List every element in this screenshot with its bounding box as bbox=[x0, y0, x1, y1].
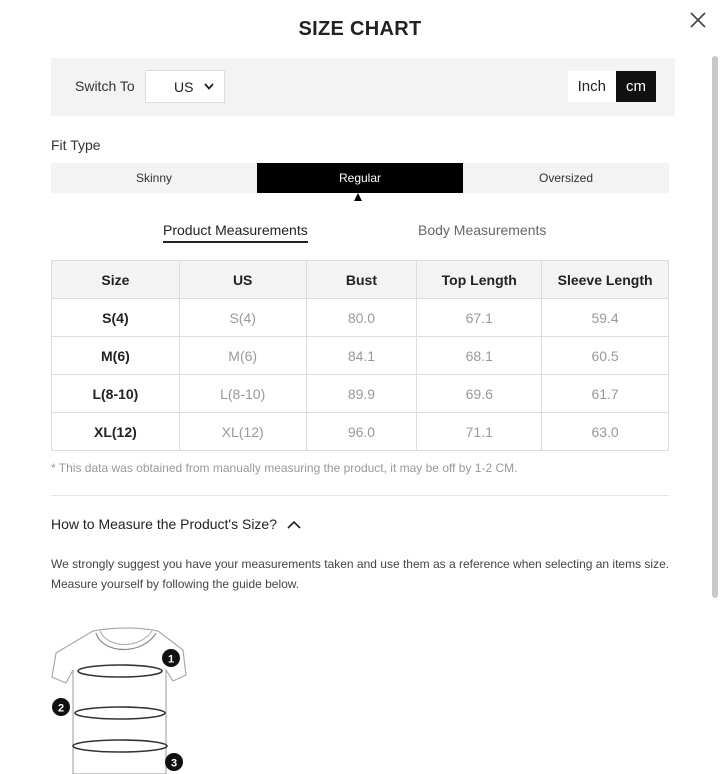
table-cell: 61.7 bbox=[542, 375, 669, 413]
table-cell: 60.5 bbox=[542, 337, 669, 375]
measure-guide-text bbox=[51, 554, 676, 594]
unit-cm-button[interactable]: cm bbox=[616, 71, 656, 102]
table-row bbox=[52, 299, 669, 337]
region-select[interactable] bbox=[145, 70, 225, 103]
chevron-down-icon bbox=[204, 83, 214, 90]
svg-text:3: 3 bbox=[170, 757, 178, 770]
close-icon[interactable] bbox=[688, 10, 708, 30]
table-cell: 67.1 bbox=[417, 299, 542, 337]
table-header-row bbox=[52, 261, 669, 299]
fit-tab-skinny[interactable]: Skinny bbox=[135, 171, 173, 185]
tab-body-measurements[interactable]: Body Measurements bbox=[418, 222, 547, 238]
marker-1 bbox=[162, 649, 180, 667]
guide-line-2: Measure yourself by following the guide below. bbox=[51, 577, 300, 591]
scrollbar[interactable] bbox=[712, 56, 718, 598]
guide-line-1: We strongly suggest you have your measurements taken and use them as a reference when selecting an items size. bbox=[51, 557, 670, 571]
table-cell: 68.1 bbox=[417, 337, 542, 375]
table-cell: L(8-10) bbox=[179, 375, 306, 413]
fit-type-tabs bbox=[51, 163, 669, 193]
modal-title: SIZE CHART bbox=[298, 18, 422, 40]
fit-tab-oversized[interactable]: Oversized bbox=[538, 171, 594, 185]
table-cell: XL(12) bbox=[179, 413, 306, 451]
svg-text:2: 2 bbox=[57, 702, 65, 715]
tshirt-measurement-diagram bbox=[48, 625, 193, 774]
table-cell: M(6) bbox=[52, 337, 180, 375]
chevron-up-icon bbox=[287, 520, 301, 529]
how-to-measure-toggle[interactable] bbox=[51, 516, 301, 532]
table-row bbox=[52, 337, 669, 375]
switch-to-label: Switch To bbox=[75, 78, 135, 94]
header-bust: Bust bbox=[306, 261, 417, 299]
table-row bbox=[52, 375, 669, 413]
table-cell: 84.1 bbox=[306, 337, 417, 375]
table-cell: S(4) bbox=[179, 299, 306, 337]
table-cell: 59.4 bbox=[542, 299, 669, 337]
table-cell: 71.1 bbox=[417, 413, 542, 451]
header-sleeve-length: Sleeve Length bbox=[542, 261, 669, 299]
switch-bar bbox=[51, 58, 675, 116]
measurement-note: * This data was obtained from manually measuring the product, it may be off by 1-2 CM. bbox=[51, 461, 518, 475]
marker-3 bbox=[165, 753, 183, 771]
header-top-length: Top Length bbox=[417, 261, 542, 299]
svg-text:1: 1 bbox=[167, 653, 175, 666]
header-size: Size bbox=[52, 261, 180, 299]
table-cell: 89.9 bbox=[306, 375, 417, 413]
how-to-measure-title: How to Measure the Product's Size? bbox=[51, 516, 278, 532]
active-fit-caret-icon bbox=[354, 193, 362, 201]
unit-toggle bbox=[568, 71, 656, 102]
unit-inch-button[interactable]: Inch bbox=[568, 71, 616, 102]
tab-product-measurements[interactable]: Product Measurements bbox=[163, 222, 308, 243]
table-cell: S(4) bbox=[52, 299, 180, 337]
table-cell: 63.0 bbox=[542, 413, 669, 451]
marker-2 bbox=[52, 698, 70, 716]
table-cell: 69.6 bbox=[417, 375, 542, 413]
fit-tab-regular[interactable]: Regular bbox=[257, 163, 463, 193]
measurement-tabs bbox=[51, 222, 669, 246]
table-row bbox=[52, 413, 669, 451]
table-cell: M(6) bbox=[179, 337, 306, 375]
size-table bbox=[51, 260, 669, 451]
table-cell: 96.0 bbox=[306, 413, 417, 451]
region-select-value: US bbox=[174, 78, 194, 95]
divider bbox=[51, 495, 669, 496]
table-cell: L(8-10) bbox=[52, 375, 180, 413]
header-us: US bbox=[179, 261, 306, 299]
table-cell: XL(12) bbox=[52, 413, 180, 451]
table-cell: 80.0 bbox=[306, 299, 417, 337]
fit-type-label: Fit Type bbox=[51, 137, 101, 153]
